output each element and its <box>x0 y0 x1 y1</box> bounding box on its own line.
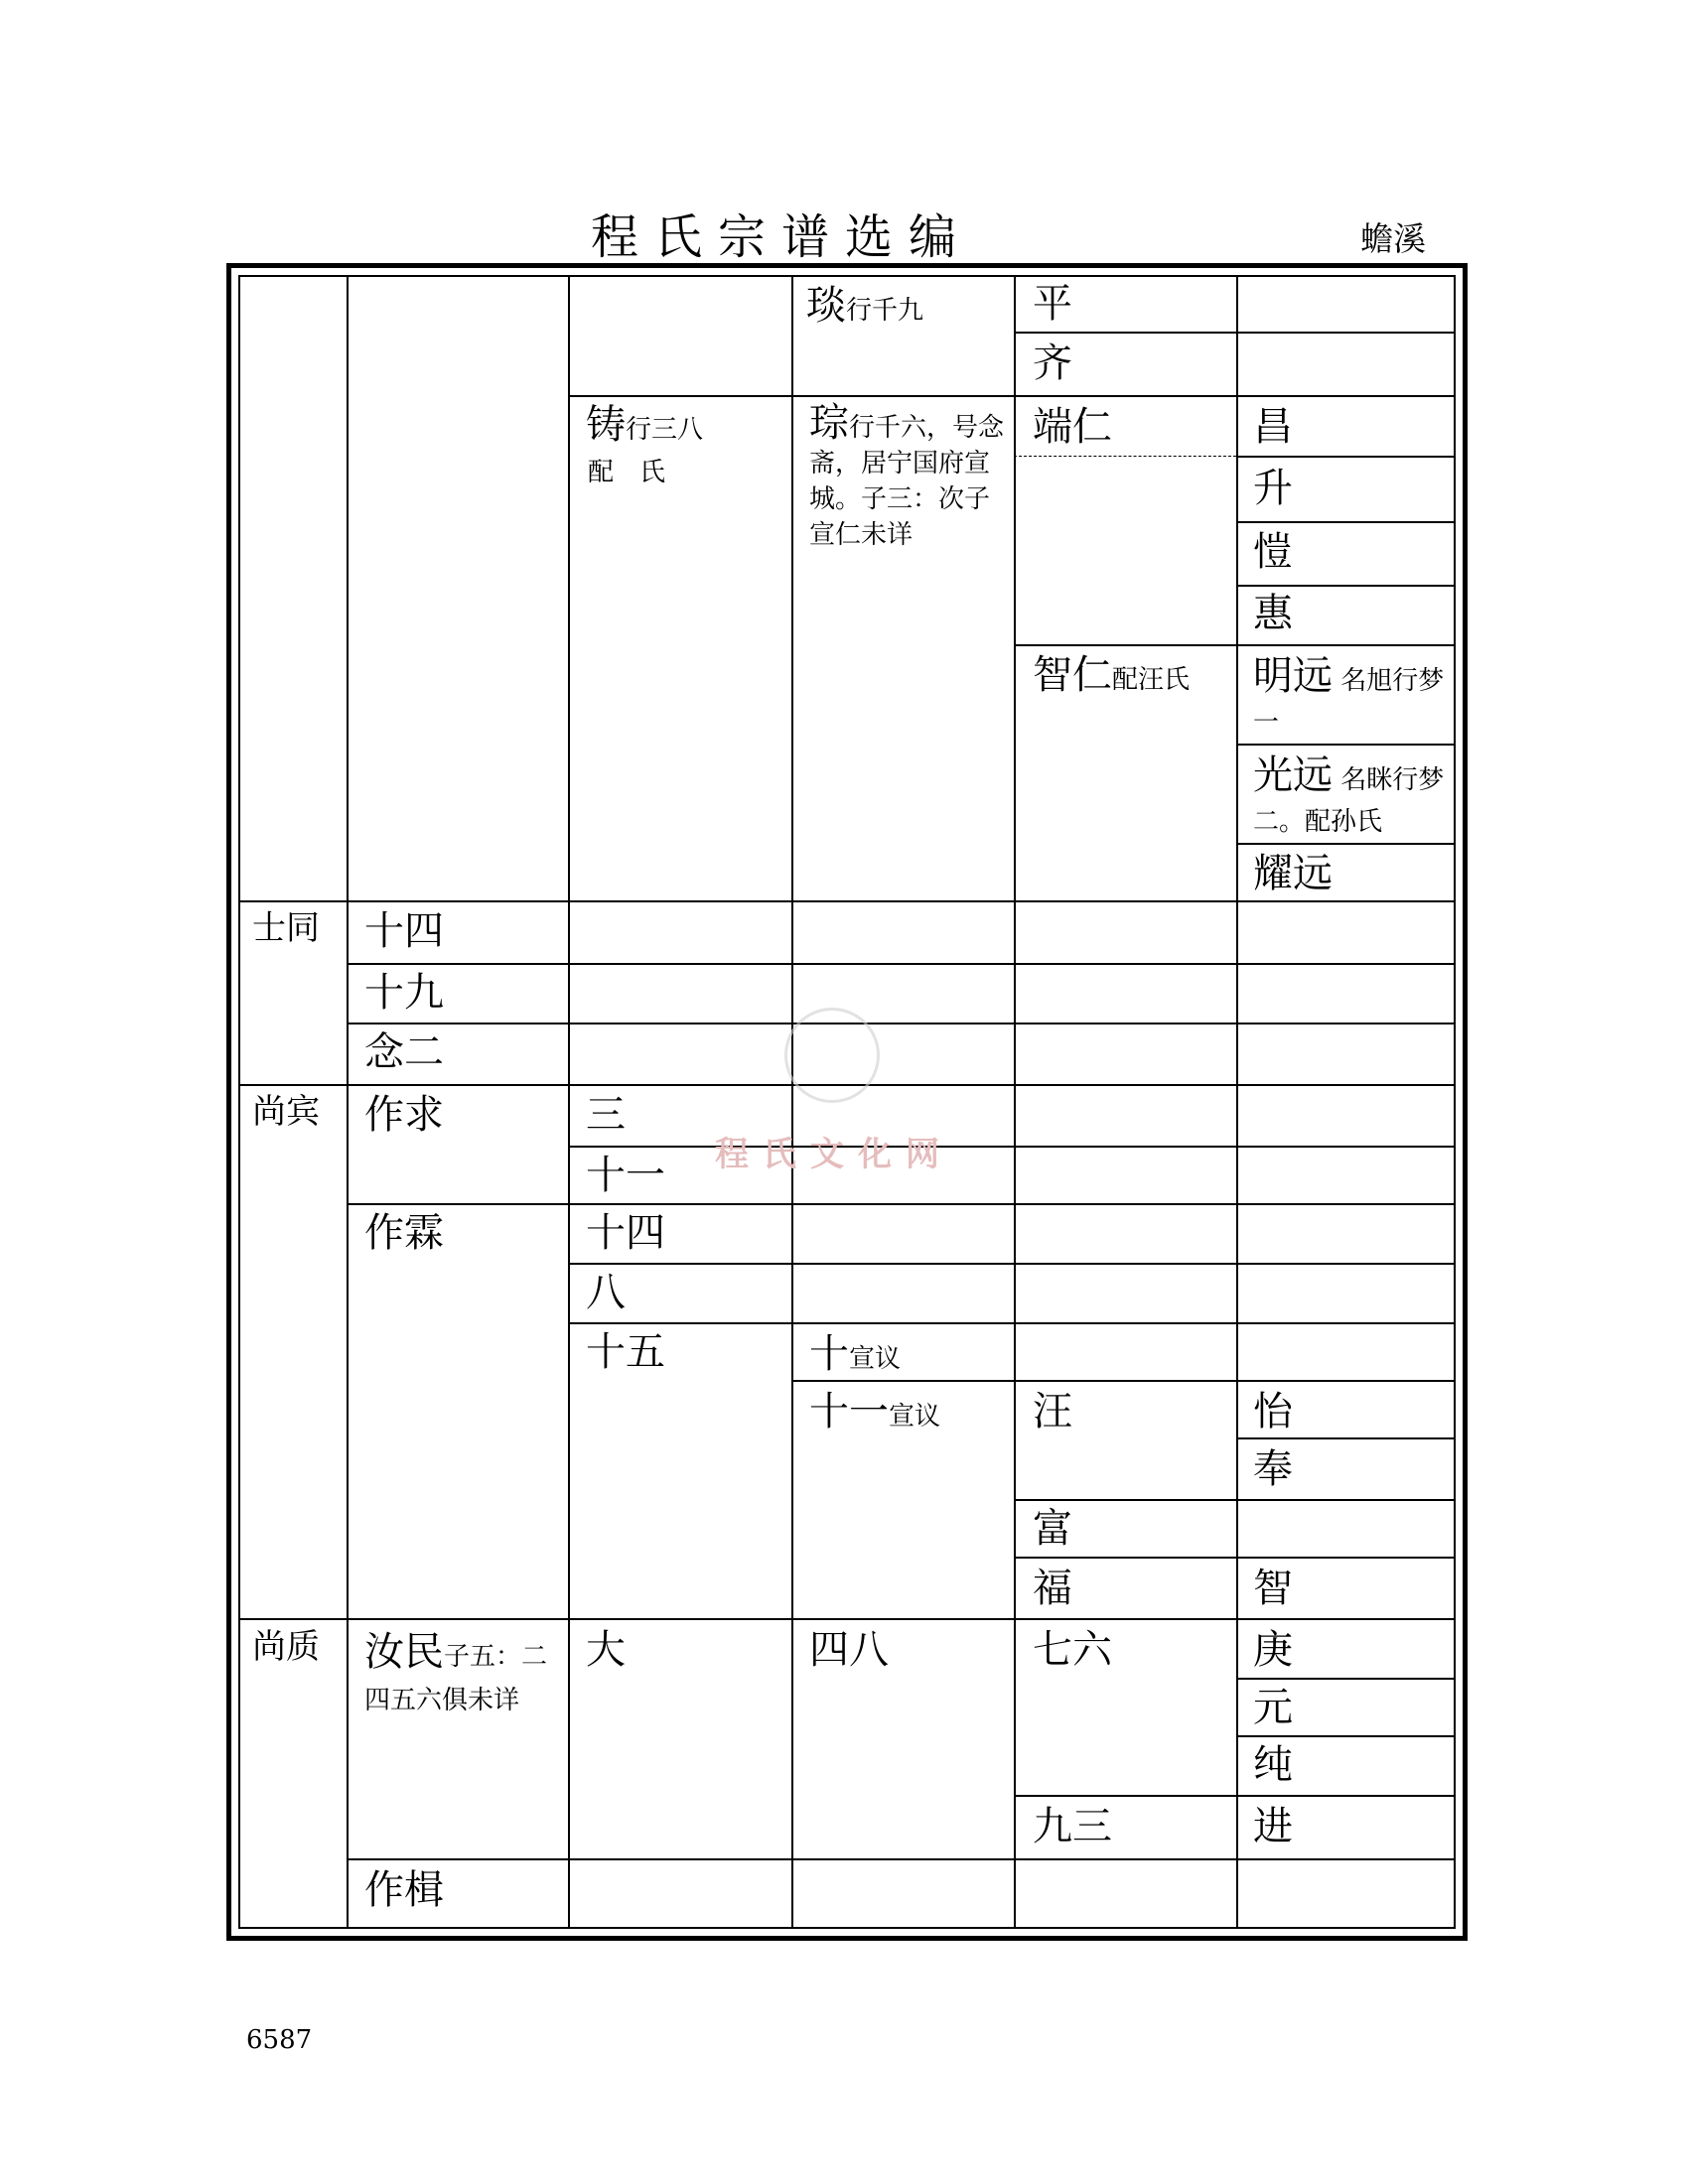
person-name: 作求 <box>364 1092 444 1138</box>
person-name: 光远 <box>1253 752 1333 798</box>
person-name: 八 <box>586 1270 626 1315</box>
row-divider <box>1014 332 1456 334</box>
person-note: 名旭行梦一 <box>1253 666 1445 738</box>
person-name: 七六 <box>1033 1627 1112 1673</box>
person-note: 行千六，号念斋，居宁国府宣城。子三：次子宣仁未详 <box>809 413 1005 550</box>
person-name: 十 <box>809 1331 849 1377</box>
person-name: 十五 <box>586 1329 665 1375</box>
person-cell <box>586 402 704 448</box>
person-name: 齐 <box>1033 341 1072 386</box>
person-name: 平 <box>1033 281 1072 327</box>
person-cell <box>806 283 924 329</box>
person-cell <box>809 1389 941 1434</box>
person-name: 大 <box>586 1627 626 1673</box>
col-divider-2 <box>568 275 570 1929</box>
row-divider <box>1014 1795 1456 1797</box>
row-divider <box>568 1263 1456 1265</box>
col-divider-4 <box>1014 275 1016 1929</box>
row-divider <box>791 1380 1456 1382</box>
row-divider <box>1236 456 1456 458</box>
person-note: 行三八 <box>626 415 704 445</box>
person-name: 端仁 <box>1033 404 1112 450</box>
row-divider <box>1236 585 1456 587</box>
ancestor-name: 士同 <box>252 908 320 948</box>
person-name: 元 <box>1253 1685 1293 1730</box>
person-name: 九三 <box>1033 1804 1112 1849</box>
person-note: 子五：二四五六俱未详 <box>364 1642 548 1715</box>
row-divider <box>347 1203 1456 1205</box>
person-name: 铸 <box>586 402 626 448</box>
person-name: 昌 <box>1253 404 1293 450</box>
person-cell <box>1253 655 1452 744</box>
row-divider <box>347 1858 1456 1860</box>
person-name: 奉 <box>1253 1446 1293 1492</box>
row-divider <box>568 1146 1456 1148</box>
person-name: 四八 <box>809 1627 889 1673</box>
person-name: 琮 <box>809 400 849 446</box>
person-name: 耀远 <box>1253 851 1333 896</box>
watermark-seal <box>784 1008 880 1103</box>
row-divider <box>238 900 1456 902</box>
ancestor-name: 尚质 <box>252 1627 320 1667</box>
person-note: 配 氏 <box>588 458 666 487</box>
person-name: 升 <box>1253 466 1293 511</box>
row-divider <box>1014 1499 1456 1501</box>
row-divider-dashed <box>1014 456 1236 457</box>
ancestor-name: 尚宾 <box>252 1092 320 1132</box>
person-name: 智 <box>1253 1566 1293 1611</box>
person-name: 琰 <box>806 283 846 329</box>
person-name: 汝民 <box>364 1629 444 1675</box>
person-name: 作霖 <box>364 1210 444 1256</box>
person-name: 三 <box>586 1092 626 1138</box>
row-divider <box>1014 1557 1456 1559</box>
person-name: 智仁 <box>1033 652 1112 698</box>
person-name: 庚 <box>1253 1627 1293 1673</box>
page-number: 6587 <box>246 2025 313 2055</box>
row-divider <box>1236 843 1456 845</box>
person-name: 十四 <box>364 908 444 954</box>
row-divider <box>568 395 1456 397</box>
person-name: 十一 <box>809 1389 889 1434</box>
row-divider <box>238 1618 1456 1620</box>
person-name: 十九 <box>364 970 444 1016</box>
person-name: 汪 <box>1033 1389 1072 1434</box>
page-title: 程氏宗谱选编 <box>591 209 973 265</box>
person-cell <box>809 1331 902 1377</box>
person-note: 配汪氏 <box>1112 665 1191 695</box>
person-name: 怡 <box>1253 1389 1293 1434</box>
person-note: 宣议 <box>889 1402 941 1432</box>
person-name: 明远 <box>1253 653 1333 699</box>
row-divider <box>568 1322 1456 1324</box>
row-divider <box>1236 1678 1456 1680</box>
row-divider <box>1236 521 1456 523</box>
row-divider <box>347 963 1456 965</box>
person-name: 纯 <box>1253 1742 1293 1788</box>
person-name: 福 <box>1033 1566 1072 1611</box>
watermark-text: 程氏文化网 <box>715 1135 953 1174</box>
row-divider <box>1236 1735 1456 1737</box>
person-name: 念二 <box>364 1029 444 1075</box>
person-name: 愷 <box>1253 529 1293 575</box>
person-cell <box>1033 652 1191 698</box>
person-cell <box>364 1630 563 1722</box>
person-name: 进 <box>1253 1804 1293 1849</box>
person-cell <box>809 400 1008 553</box>
person-name: 富 <box>1033 1506 1072 1552</box>
place-label: 蟾溪 <box>1360 219 1426 258</box>
person-note: 行千九 <box>846 296 924 326</box>
person-note: 宣议 <box>849 1344 902 1374</box>
person-note: 名眯行梦二。配孙氏 <box>1253 765 1445 837</box>
row-divider <box>1236 744 1456 746</box>
row-divider <box>1014 644 1456 646</box>
person-name: 惠 <box>1253 591 1293 636</box>
row-divider <box>1236 1437 1456 1439</box>
row-divider <box>347 1023 1456 1024</box>
col-divider-1 <box>347 275 349 1929</box>
person-cell <box>1253 754 1452 843</box>
person-name: 十四 <box>586 1210 665 1256</box>
person-name: 作楫 <box>364 1867 444 1913</box>
person-name: 十一 <box>586 1153 665 1198</box>
col-divider-3 <box>791 275 793 1929</box>
